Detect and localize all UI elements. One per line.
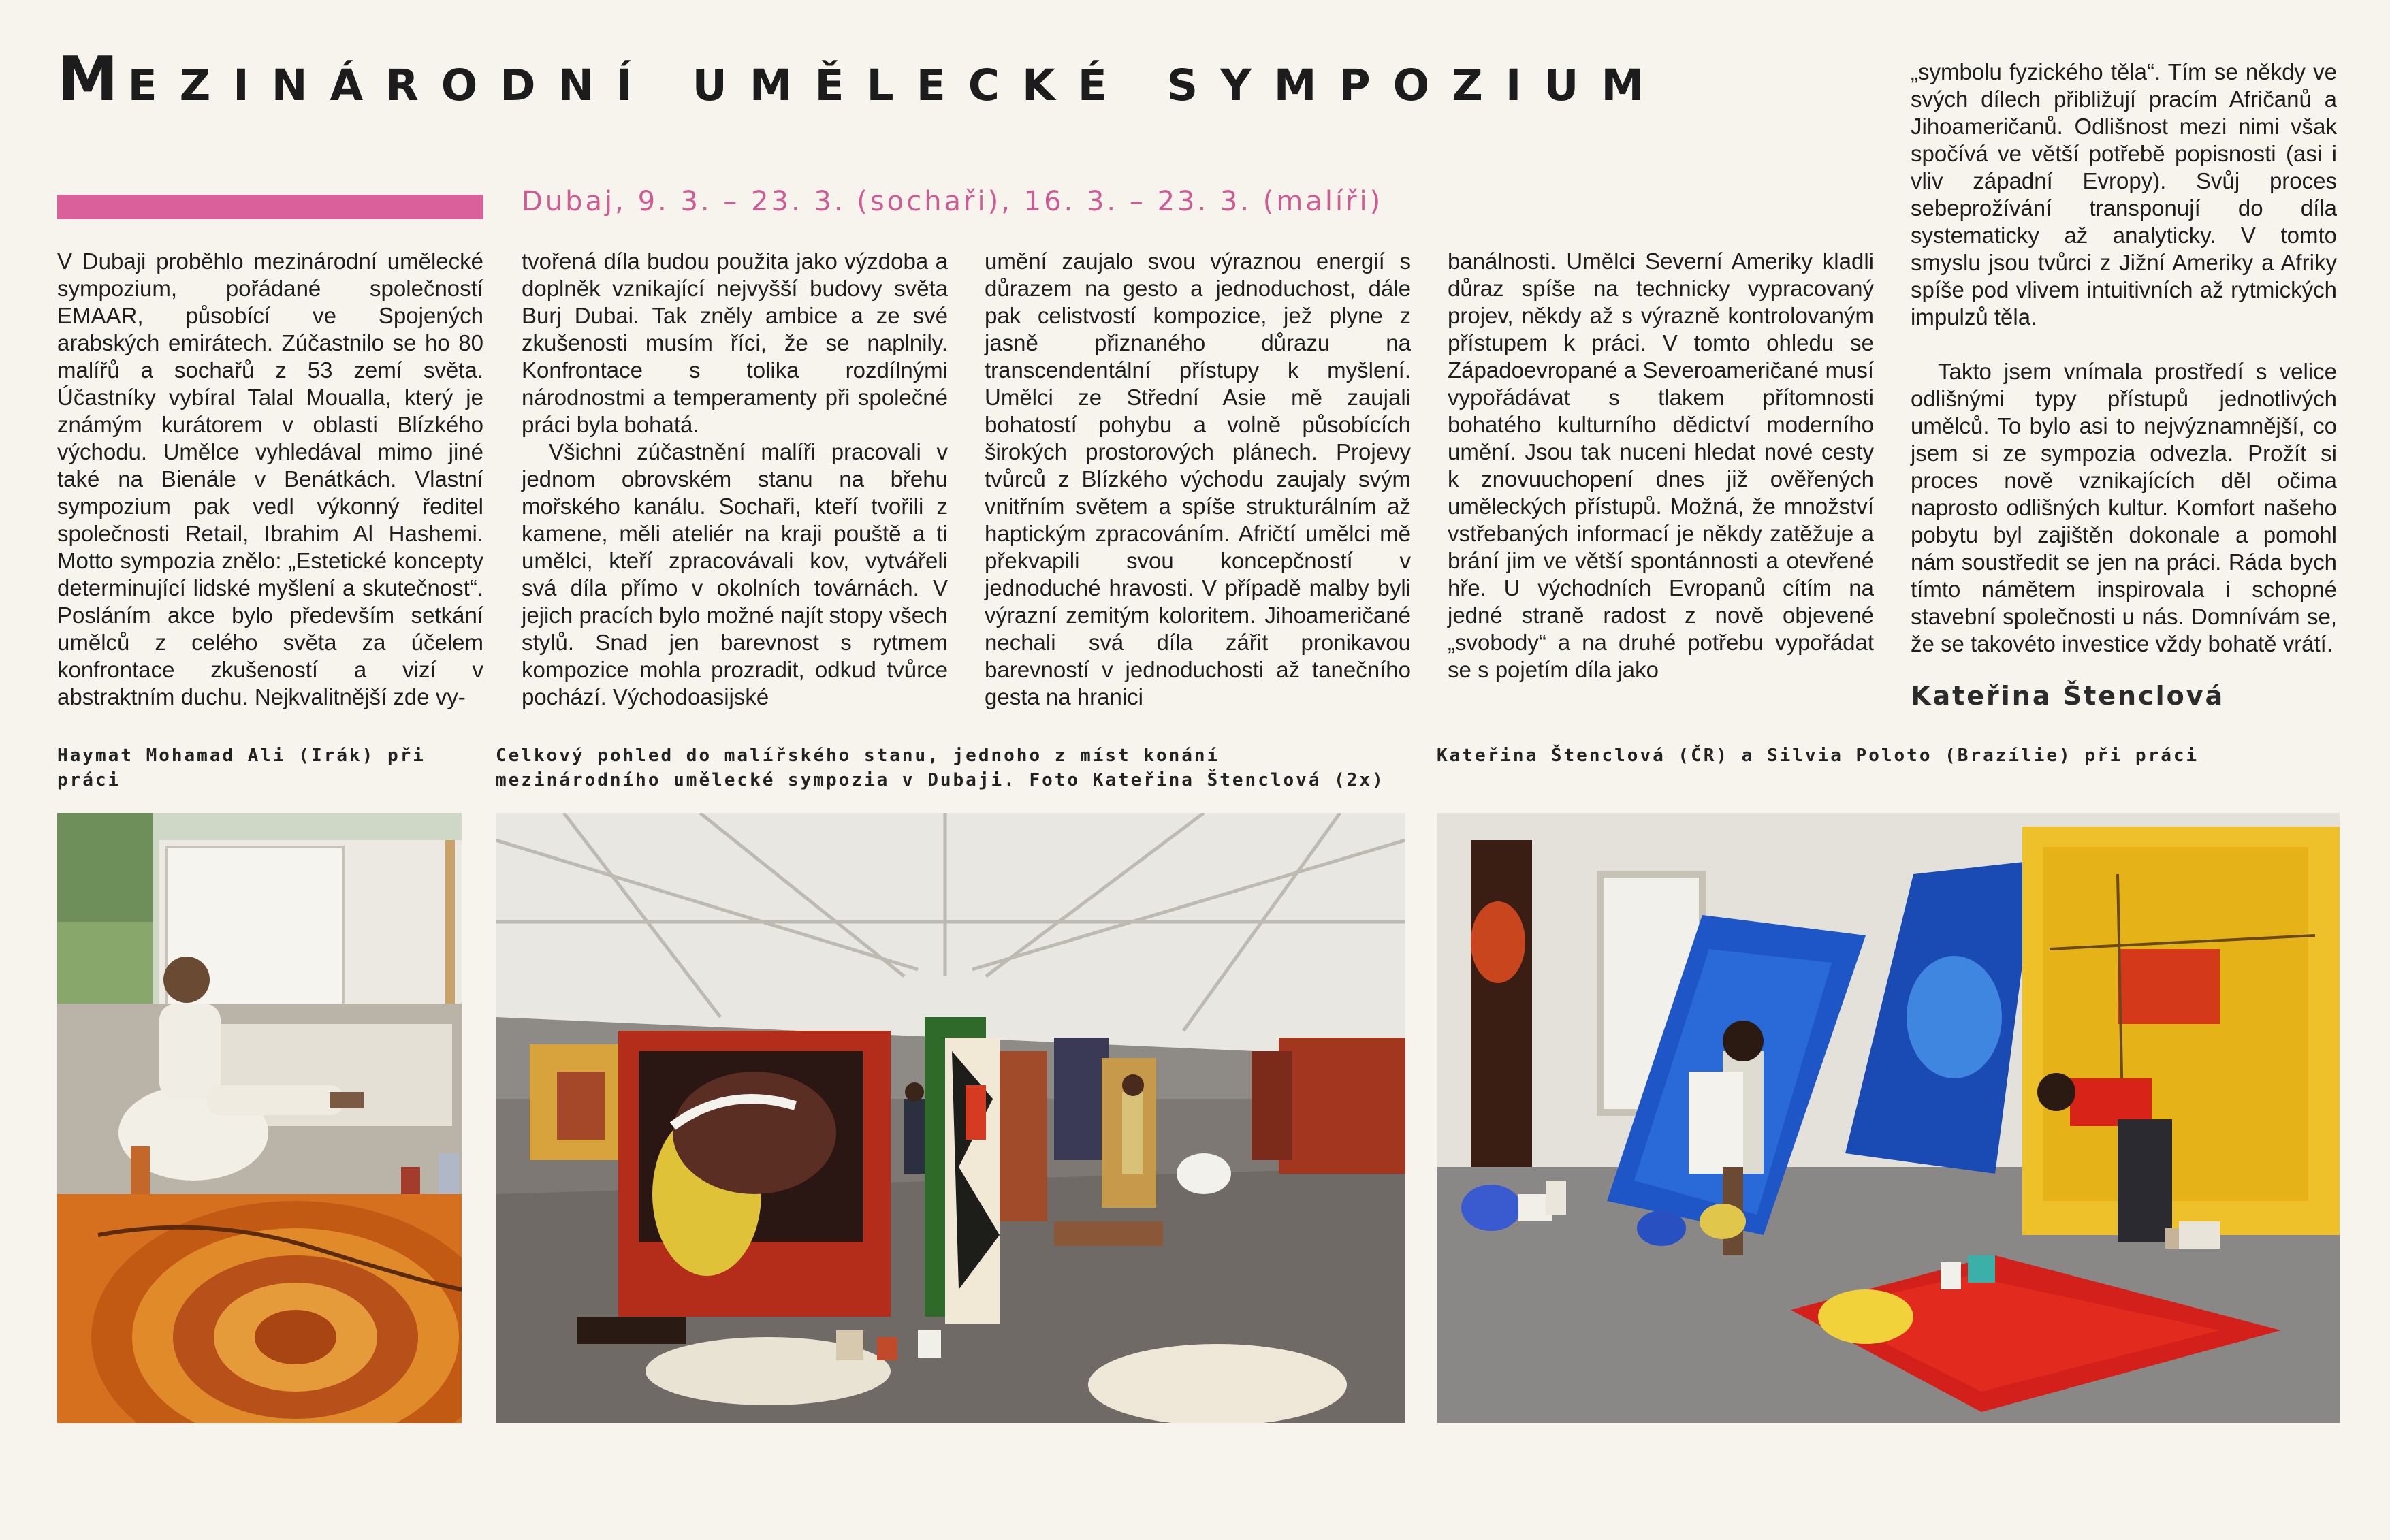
title-initial: M [57, 44, 128, 115]
photo-caption-3: Kateřina Štenclová (ČR) a Silvia Poloto (Brazílie) při práci [1437, 745, 2199, 766]
text-column-5 [1911, 59, 2337, 658]
paragraph: Všichni zúčastnění malíři pracovali v jednom obrovském stanu na břehu mořského kanálu. Sochaři, kteří tvořili z kamene, měli ateliér na kraji pouště a ti umělci, kteří zpracovávali kov, vytvářeli svá díla přímo v okolních továrnách. V jejich pracích bylo možné najít stopy všech stylů. Snad jen barevnost s rytmem kompozice mohla prozradit, odkud tvůrce pochází. Východoasijské [522, 439, 948, 709]
photo-caption-2: Celkový pohled do malířského stanu, jednoho z míst konání mezinárodního umělecké sympozia v Dubaji. Foto Kateřina Štenclová (2x) [496, 745, 1385, 790]
paragraph: banálnosti. Umělci Severní Ameriky kladli důraz spíše na technicky vypracovaný projev, někdy až s výrazně kontrolovaným přístupem k práci. V tomto ohledu se Západoevropané a Severoameričané musí vypořádávat s tlakem přítomnosti bohatého kulturního dědictví moderního umění. Jsou tak nuceni hledat nové cesty k znovuuchopení dnes již ověřených uměleckých přístupů. Možná, že množství vstřebaných informací je někdy zatěžuje a brání jim ve větší spontánnosti a otevřené hře. U východních Evropanů cítím na jedné straně radost z nově objevené „svobody“ a na druhé potřebu vypořádat se s pojetím díla jako [1448, 248, 1874, 682]
paragraph: „symbolu fyzického těla“. Tím se někdy ve svých dílech přibližují pracím Afričanů a Jihoameričanů. Odlišnost mezi nimi však spočívá ve větší potřebě popisnosti (asi i vliv západní Evropy). Svůj proces sebeprožívání transponují do díla systematicky až analyticky. V tomto smyslu jsou tvůrci z Jižní Ameriky a Afriky spíše pod vlivem intuitivních až rytmických impulzů těla. [1911, 59, 2337, 330]
text-column-3 [985, 248, 1411, 711]
text-column-1 [57, 248, 483, 711]
photo-artists-at-work [1437, 813, 2340, 1423]
article-subtitle: Dubaj, 9. 3. – 23. 3. (sochaři), 16. 3. – 23. 3. (malíři) [522, 186, 1384, 217]
paragraph: tvořená díla budou použita jako výzdoba a doplněk vznikající nejvyšší budovy světa Burj Dubai. Tak zněly ambice a ze své zkušenosti musím říci, že se naplnily. Konfrontace s tolika rozdílnými národnostmi a temperamenty při společné práci byla bohatá. [522, 248, 948, 437]
photo-caption-1: Haymat Mohamad Ali (Irák) při práci [57, 745, 426, 790]
text-column-2 [522, 248, 948, 711]
title-word-1-rest: EZINÁRODNÍ [127, 61, 655, 110]
title-word-2: UMĚLECKÉ [692, 61, 1130, 110]
paragraph: umění zaujalo svou výraznou energií s důrazem na gesto a jednoduchost, dále pak celistvostí kompozice, jež plyne z jasně přiznaného důrazu na transcendentální přístupy k myšlení. Umělci ze Střední Asie mě zaujali bohatostí pohybu a volně působících širokých prostorových plánech. Projevy tvůrců z Blízkého východu zaujaly svým vnitřním světem a spíše strukturálním až haptickým zpracováním. Afričtí umělci mě překvapili svou koncepčností v jednoduché hravosti. V případě malby byli výrazní zemitým koloritem. Jihoameričané nechali svá díla zářit pronikavou barevností v jednoduchosti až tanečního gesta na hranici [985, 248, 1411, 709]
photo-painting-tent [496, 813, 1405, 1423]
title-word-3: SYMPOZIUM [1166, 61, 1667, 110]
author-signature: Kateřina Štenclová [1911, 681, 2225, 711]
text-column-4 [1448, 248, 1874, 684]
paragraph: Takto jsem vnímala prostředí s velice odlišnými typy přístupů jednotlivých umělců. To bylo asi to nejvýznamnější, co jsem si ze sympozia odvezla. Prožít si proces nově vznikajících děl očima naprosto odlišných kultur. Komfort našeho pobytu byl zajištěn dokonale a pomohl nám soustředit se jen na práci. Ráda bych tímto námětem inspirovala i schopné stavební společnosti u nás. Domnívám se, že se takovéto investice vždy bohatě vrátí. [1911, 359, 2337, 656]
photo-artist-haymat [57, 813, 462, 1423]
article-title [57, 44, 1896, 115]
accent-bar [57, 195, 483, 219]
paragraph: V Dubaji proběhlo mezinárodní umělecké sympozium, pořádané společností EMAAR, působící ve Spojených arabských emirátech. Zúčastnilo se ho 80 malířů a sochařů z 53 zemí světa. Účastníky vybíral Talal Moualla, který je známým kurátorem v oblasti Blízkého východu. Umělce vyhledával mimo jiné také na Bienále v Benátkách. Vlastní sympozium pak vedl výkonný ředitel společnosti Retail, Ibrahim Al Hashemi. Motto sympozia znělo: „Estetické koncepty determinující lidské myšlení a skutečnost“. Posláním akce bylo především setkání umělců z celého světa za účelem konfrontace zkušeností a vizí v abstraktním duchu. Nejkvalitnější zde vy- [57, 248, 483, 709]
